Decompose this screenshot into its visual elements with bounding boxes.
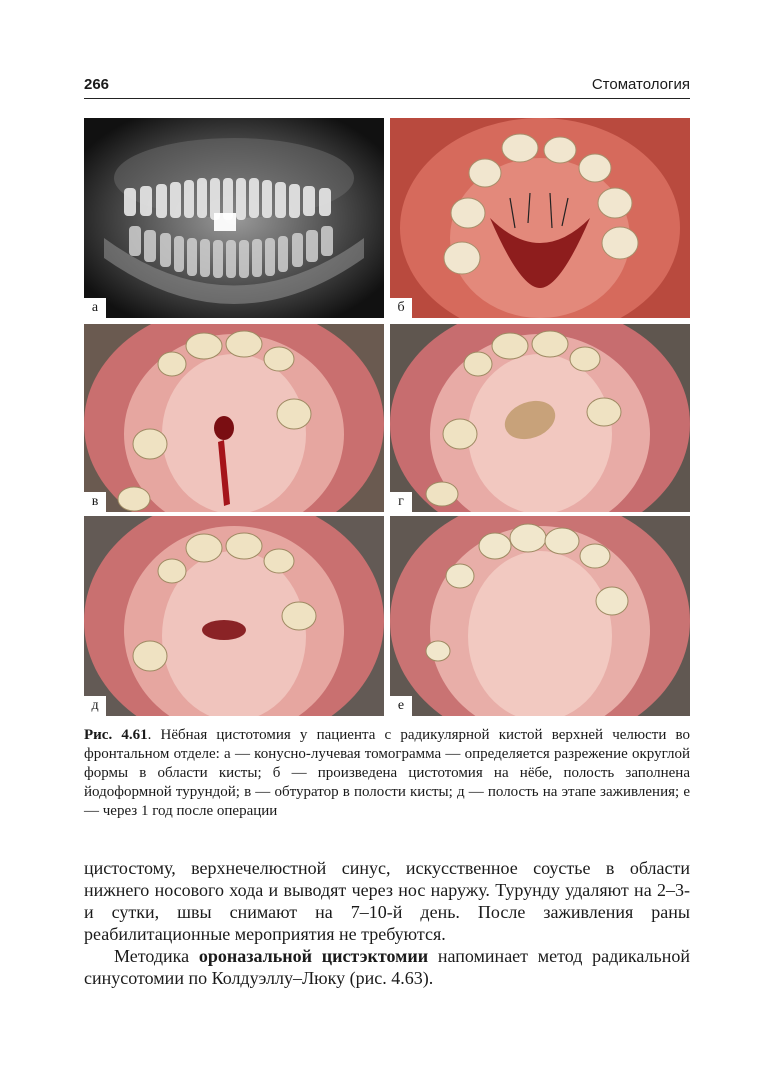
paragraph-2-end: напоминает метод радикальной синусотомии по Колдуэллу–Люку (рис. 4.63).: [84, 946, 690, 988]
paragraph-2-start: Методика: [114, 946, 199, 966]
figure-d-healing: [84, 516, 384, 716]
figure-letter: б: [390, 298, 412, 318]
surgery-image: [390, 118, 690, 318]
paragraph-1: цистостому, верхнечелюстной синус, искусственное соустье в области нижнего носового хода и выводят через нос наружу. Турунду удаляют на 2–3-и сутки, швы снимают на 7–10-й день. После заживления раны реабилитационные мероприятия не требуются.: [84, 858, 690, 944]
page-header: [84, 74, 690, 99]
figure-g-obturator: [390, 324, 690, 512]
page-number: 266: [84, 76, 110, 93]
xray-image: [84, 118, 384, 318]
figure-letter: е: [390, 696, 412, 716]
figure-letter: в: [84, 492, 106, 512]
body-text: [84, 857, 690, 989]
figure-caption: [84, 726, 690, 821]
paragraph-2-bold: ороназальной цистэктомии: [198, 946, 429, 966]
paragraph-2: [84, 945, 690, 989]
figure-e-healed: [390, 516, 690, 716]
figure-v-cavity: [84, 324, 384, 512]
figure-letter: г: [390, 492, 412, 512]
figure-letter: д: [84, 696, 106, 716]
cavity-image: [84, 324, 384, 512]
healing-image: [84, 516, 384, 716]
running-title: Стоматология: [591, 76, 690, 93]
caption-label: Рис. 4.61: [84, 727, 148, 743]
healed-image: [390, 516, 690, 716]
figure-b-surgery: [390, 118, 690, 318]
figure-letter: а: [84, 298, 106, 318]
caption-text: . Нёбная цистотомия у пациента с радикулярной кистой верхней челюсти во фронтальном отделе: а — конусно-лучевая томограмма — определяется разрежение округлой формы в области кисты; б — произведена цистотомия на нёбе, полость заполнена йодоформной турундой; в — обтуратор в полости кисты; д — полость на этапе заживления; е — через 1 год после операции: [84, 727, 690, 819]
obturator-image: [390, 324, 690, 512]
figure-a-xray: [84, 118, 384, 318]
